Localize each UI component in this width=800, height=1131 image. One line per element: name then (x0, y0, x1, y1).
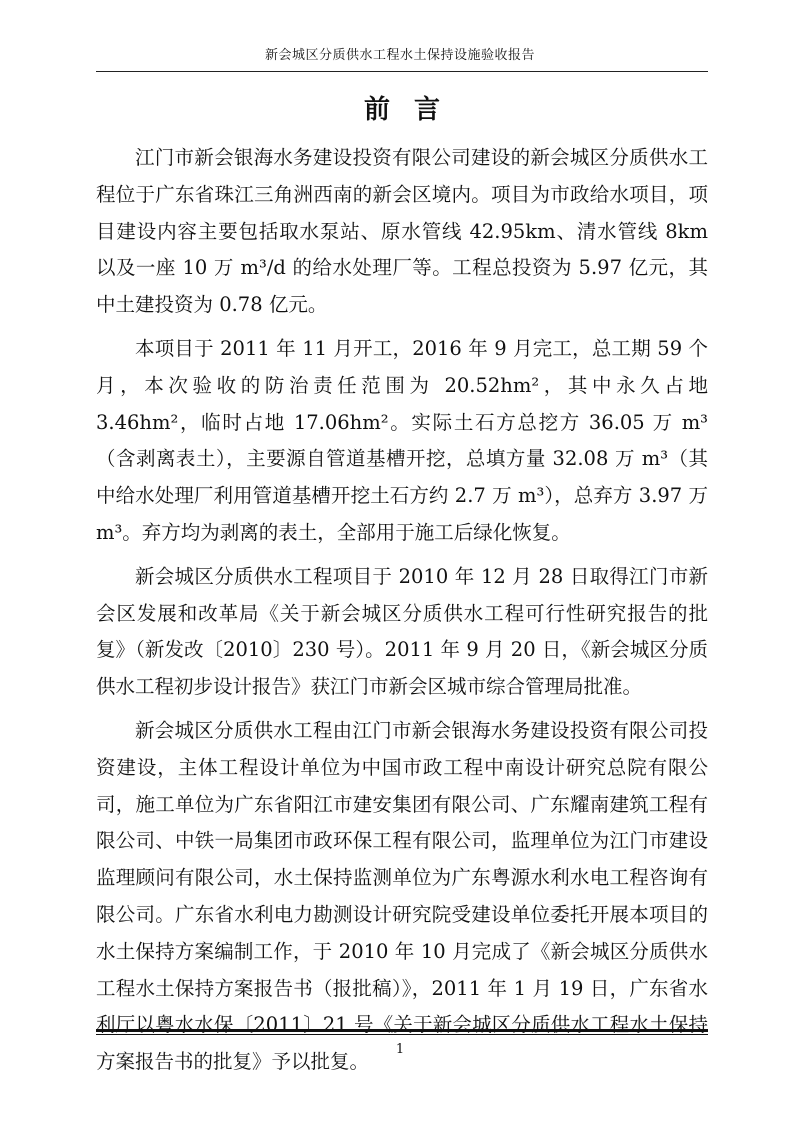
header-divider (96, 71, 708, 72)
running-header: 新会城区分质供水工程水土保持设施验收报告 (264, 48, 535, 63)
body-text (96, 140, 708, 1088)
footer-divider-thick (96, 1029, 708, 1032)
paragraph-1: 江门市新会银海水务建设投资有限公司建设的新会城区分质供水工程位于广东省珠江三角洲西南的新会区境内。项目为市政给水项目，项目建设内容主要包括取水泵站、原水管线 42.95km、清水管线 8km 以及一座 10 万 m³/d 的给水处理厂等。工程总投资为 5.97 亿元，其中土建投资为 0.78 亿元。 (96, 146, 708, 317)
footer-divider-thin (96, 1034, 708, 1035)
page-title: 前言 (363, 95, 464, 125)
paragraph-3: 新会城区分质供水工程项目于 2010 年 12 月 28 日取得江门市新会区发展和改革局《关于新会城区分质供水工程可行性研究报告的批复》（新发改〔2010〕230 号）。2011 年 9 月 20 日，《新会城区分质供水工程初步设计报告》获江门市新会区城市综合管理局批准。 (96, 564, 708, 699)
page-number: 1 (395, 1042, 405, 1057)
paragraph-4: 新会城区分质供水工程由江门市新会银海水务建设投资有限公司投资建设，主体工程设计单位为中国市政工程中南设计研究总院有限公司，施工单位为广东省阳江市建安集团有限公司、广东耀南建筑工程有限公司、中铁一局集团市政环保工程有限公司，监理单位为江门市建设监理顾问有限公司，水土保持监测单位为广东粤源水利水电工程咨询有限公司。广东省水利电力勘测设计研究院受建设单位委托开展本项目的水土保持方案编制工作，于 2010 年 10 月完成了《新会城区分质供水工程水土保持方案报告书（报批稿）》，2011 年 1 月 19 日，广东省水利厅以粤水水保〔2011〕21 号《关于新会城区分质供水工程水土保持方案报告书的批复》予以批复。 (96, 718, 708, 1074)
paragraph-2: 本项目于 2011 年 11 月开工，2016 年 9 月完工，总工期 59 个月，本次验收的防治责任范围为 20.52hm²，其中永久占地 3.46hm²，临时占地 17.06hm²。实际土石方总挖方 36.05 万 m³（含剥离表土），主要源自管道基槽开挖，总填方量 32.08 万 m³（其中给水处理厂利用管道基槽开挖土石方约 2.7 万 m³），总弃方 3.97 万 m³。弃方均为剥离的表土，全部用于施工后绿化恢复。 (96, 336, 708, 544)
